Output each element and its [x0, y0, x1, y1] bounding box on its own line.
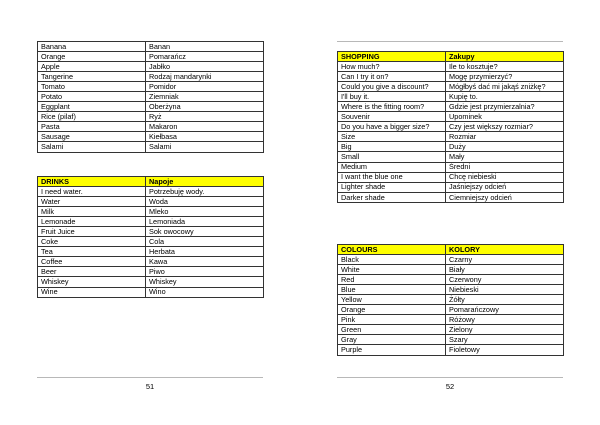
- english-term: I want the blue one: [338, 172, 446, 182]
- english-term: Wine: [38, 287, 146, 297]
- food-row: [38, 92, 264, 102]
- colours-row: [338, 265, 564, 275]
- colours-row: [338, 295, 564, 305]
- polish-term: Mógłbyś dać mi jakąś zniżkę?: [446, 82, 564, 92]
- polish-term: Piwo: [146, 267, 264, 277]
- polish-term: Kawa: [146, 257, 264, 267]
- polish-term: Gdzie jest przymierzalnia?: [446, 102, 564, 112]
- polish-term: Szary: [446, 335, 564, 345]
- polish-term: Czy jest większy rozmiar?: [446, 122, 564, 132]
- colours-row: [338, 285, 564, 295]
- english-term: Lemonade: [38, 217, 146, 227]
- polish-term: Wino: [146, 287, 264, 297]
- shopping-header-row: [338, 52, 564, 62]
- polish-term: Lemoniada: [146, 217, 264, 227]
- english-term: Tomato: [38, 82, 146, 92]
- food-row: [38, 82, 264, 92]
- polish-term: Mleko: [146, 207, 264, 217]
- polish-term: Salami: [146, 142, 264, 152]
- colours-header-pl: KOLORY: [446, 245, 564, 255]
- page-number-52: 52: [445, 382, 455, 391]
- polish-term: Różowy: [446, 315, 564, 325]
- english-term: Darker shade: [338, 192, 446, 202]
- polish-term: Ciemniejszy odcień: [446, 192, 564, 202]
- english-term: Whiskey: [38, 277, 146, 287]
- english-term: Size: [338, 132, 446, 142]
- english-term: Yellow: [338, 295, 446, 305]
- english-term: Rice (pilaf): [38, 112, 146, 122]
- shopping-table: [337, 51, 564, 203]
- polish-term: Pomarańcz: [146, 52, 264, 62]
- shopping-row: [338, 122, 564, 132]
- polish-term: Rodzaj mandarynki: [146, 72, 264, 82]
- polish-term: Fioletowy: [446, 345, 564, 355]
- shopping-header-en: SHOPPING: [338, 52, 446, 62]
- food-table: [37, 41, 264, 153]
- drinks-row: [38, 247, 264, 257]
- polish-term: Banan: [146, 42, 264, 52]
- drinks-row: [38, 267, 264, 277]
- english-term: Small: [338, 152, 446, 162]
- english-term: Coffee: [38, 257, 146, 267]
- polish-term: Chcę niebieski: [446, 172, 564, 182]
- polish-term: Oberżyna: [146, 102, 264, 112]
- english-term: I need water.: [38, 187, 146, 197]
- english-term: Big: [338, 142, 446, 152]
- english-term: Tea: [38, 247, 146, 257]
- polish-term: Mały: [446, 152, 564, 162]
- english-term: Blue: [338, 285, 446, 295]
- shopping-row: [338, 62, 564, 72]
- polish-term: Jaśniejszy odcień: [446, 182, 564, 192]
- colours-header-en: COLOURS: [338, 245, 446, 255]
- colours-row: [338, 255, 564, 265]
- english-term: Milk: [38, 207, 146, 217]
- colours-row: [338, 315, 564, 325]
- drinks-row: [38, 287, 264, 297]
- shopping-row: [338, 162, 564, 172]
- food-row: [38, 102, 264, 112]
- drinks-row: [38, 237, 264, 247]
- drinks-row: [38, 187, 264, 197]
- food-row: [38, 72, 264, 82]
- drinks-header-row: [38, 177, 264, 187]
- english-term: Could you give a discount?: [338, 82, 446, 92]
- colours-row: [338, 275, 564, 285]
- polish-term: Rozmiar: [446, 132, 564, 142]
- polish-term: Upominek: [446, 112, 564, 122]
- english-term: Pink: [338, 315, 446, 325]
- shopping-row: [338, 182, 564, 192]
- polish-term: Woda: [146, 197, 264, 207]
- drinks-row: [38, 227, 264, 237]
- english-term: Lighter shade: [338, 182, 446, 192]
- english-term: Orange: [338, 305, 446, 315]
- english-term: Gray: [338, 335, 446, 345]
- colours-row: [338, 335, 564, 345]
- shopping-row: [338, 152, 564, 162]
- english-term: Eggplant: [38, 102, 146, 112]
- polish-term: Sok owocowy: [146, 227, 264, 237]
- colours-row: [338, 345, 564, 355]
- polish-term: Mogę przymierzyć?: [446, 72, 564, 82]
- shopping-row: [338, 112, 564, 122]
- drinks-header-pl: Napoje: [146, 177, 264, 187]
- colours-table: [337, 244, 564, 356]
- english-term: Pasta: [38, 122, 146, 132]
- food-row: [38, 132, 264, 142]
- shopping-row: [338, 192, 564, 202]
- colours-header-row: [338, 245, 564, 255]
- english-term: Potato: [38, 92, 146, 102]
- page-number-51: 51: [145, 382, 155, 391]
- english-term: Salami: [38, 142, 146, 152]
- english-term: Banana: [38, 42, 146, 52]
- shopping-row: [338, 142, 564, 152]
- food-row: [38, 62, 264, 72]
- colours-row: [338, 305, 564, 315]
- polish-term: Potrzebuję wody.: [146, 187, 264, 197]
- polish-term: Kupię to.: [446, 92, 564, 102]
- english-term: Green: [338, 325, 446, 335]
- food-row: [38, 112, 264, 122]
- english-term: Where is the fitting room?: [338, 102, 446, 112]
- english-term: Coke: [38, 237, 146, 247]
- polish-term: Zielony: [446, 325, 564, 335]
- drinks-row: [38, 197, 264, 207]
- english-term: Do you have a bigger size?: [338, 122, 446, 132]
- polish-term: Pomarańczowy: [446, 305, 564, 315]
- polish-term: Whiskey: [146, 277, 264, 287]
- food-row: [38, 142, 264, 152]
- polish-term: Żółty: [446, 295, 564, 305]
- english-term: Can I try it on?: [338, 72, 446, 82]
- english-term: Orange: [38, 52, 146, 62]
- english-term: Sausage: [38, 132, 146, 142]
- polish-term: Ryż: [146, 112, 264, 122]
- food-row: [38, 52, 264, 62]
- shopping-row: [338, 132, 564, 142]
- polish-term: Średni: [446, 162, 564, 172]
- english-term: I'll buy it.: [338, 92, 446, 102]
- shopping-row: [338, 92, 564, 102]
- polish-term: Cola: [146, 237, 264, 247]
- polish-term: Jabłko: [146, 62, 264, 72]
- english-term: Red: [338, 275, 446, 285]
- footer-rule-right: [337, 377, 563, 378]
- drinks-header-en: DRINKS: [38, 177, 146, 187]
- drinks-row: [38, 207, 264, 217]
- polish-term: Biały: [446, 265, 564, 275]
- drinks-row: [38, 217, 264, 227]
- polish-term: Makaron: [146, 122, 264, 132]
- english-term: Black: [338, 255, 446, 265]
- english-term: Water: [38, 197, 146, 207]
- shopping-row: [338, 102, 564, 112]
- polish-term: Niebieski: [446, 285, 564, 295]
- polish-term: Herbata: [146, 247, 264, 257]
- right-page: [300, 0, 600, 425]
- shopping-row: [338, 72, 564, 82]
- drinks-row: [38, 257, 264, 267]
- footer-rule-left: [37, 377, 263, 378]
- polish-term: Czerwony: [446, 275, 564, 285]
- polish-term: Ziemniak: [146, 92, 264, 102]
- polish-term: Duży: [446, 142, 564, 152]
- english-term: How much?: [338, 62, 446, 72]
- polish-term: Pomidor: [146, 82, 264, 92]
- polish-term: Kiełbasa: [146, 132, 264, 142]
- english-term: Apple: [38, 62, 146, 72]
- shopping-row: [338, 172, 564, 182]
- english-term: Purple: [338, 345, 446, 355]
- english-term: Fruit Juice: [38, 227, 146, 237]
- food-row: [38, 122, 264, 132]
- drinks-row: [38, 277, 264, 287]
- food-row: [38, 42, 264, 52]
- shopping-row: [338, 82, 564, 92]
- english-term: Tangerine: [38, 72, 146, 82]
- colours-row: [338, 325, 564, 335]
- drinks-table: [37, 176, 264, 298]
- english-term: White: [338, 265, 446, 275]
- english-term: Medium: [338, 162, 446, 172]
- polish-term: Czarny: [446, 255, 564, 265]
- header-rule-right: [337, 41, 563, 42]
- english-term: Souvenir: [338, 112, 446, 122]
- shopping-header-pl: Zakupy: [446, 52, 564, 62]
- english-term: Beer: [38, 267, 146, 277]
- polish-term: Ile to kosztuje?: [446, 62, 564, 72]
